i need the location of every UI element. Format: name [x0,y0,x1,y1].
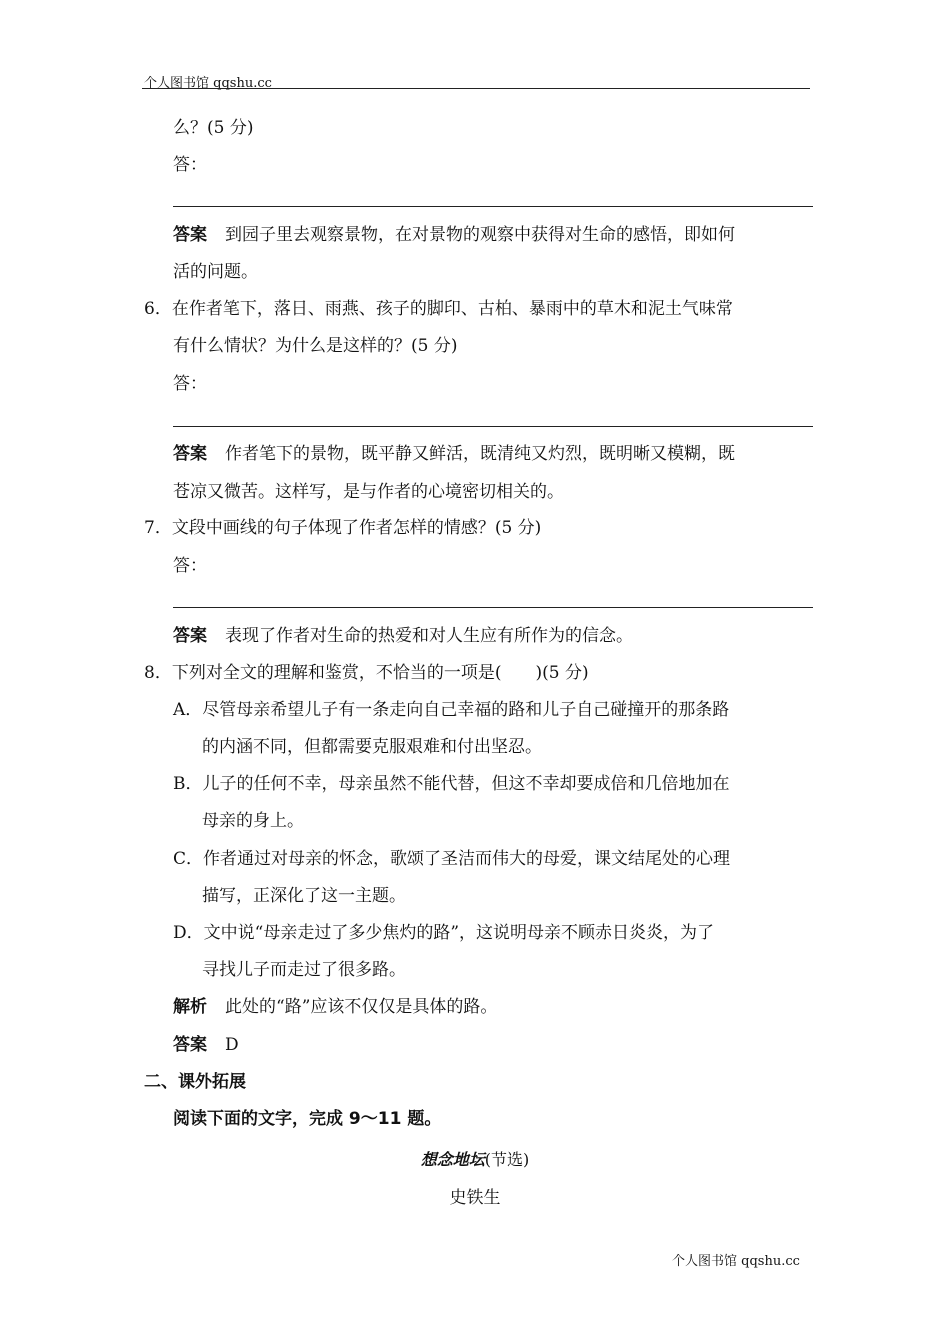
option-b-line2: 母亲的身上。 [202,811,304,831]
analysis-text: 此处的“路”应该不仅仅是具体的路。 [225,997,498,1017]
answer-label: 答案 [173,1035,207,1055]
option-d-line2: 寻找儿子而走过了很多路。 [202,960,406,980]
header-rule [142,88,810,89]
q5-answer-prompt: 答： [173,155,207,175]
question-text: 下列对全文的理解和鉴赏，不恰当的一项是( )(5 分) [171,663,589,683]
q6-answer-line1 [173,443,735,465]
question-number: 7． [144,518,172,538]
q7-line1 [144,517,541,539]
answer-text: 表现了作者对生命的热爱和对人生应有所作为的信念。 [225,626,633,646]
passage-author: 史铁生 [449,1188,501,1208]
option-c-line1: C．作者通过对母亲的怀念，歌颂了圣洁而伟大的母爱，课文结尾处的心理 [173,849,731,869]
q5-answer-line1 [173,224,735,246]
section-heading: 二、课外拓展 [144,1072,246,1092]
page-header: 个人图书馆 qqshu.cc [144,76,272,91]
q5-answer-line2: 活的问题。 [173,262,258,282]
answer-text: 到园子里去观察景物，在对景物的观察中获得对生命的感悟，即如何 [225,225,735,245]
analysis-label: 解析 [173,997,207,1017]
q7-answer-blank [173,607,813,608]
question-text: 文段中画线的句子体现了作者怎样的情感？(5 分) [171,518,542,538]
q6-answer-line2: 苍凉又微苦。这样写，是与作者的心境密切相关的。 [173,482,564,502]
answer-text: D [225,1035,239,1055]
page-footer: 个人图书馆 qqshu.cc [672,1254,800,1269]
question-text: 在作者笔下，落日、雨燕、孩子的脚印、古柏、暴雨中的草木和泥土气味常 [171,299,733,319]
q5-continuation: 么？(5 分) [173,118,254,138]
question-number: 6． [144,299,172,319]
q7-answer-line1 [173,625,633,647]
question-number: 8． [144,663,172,683]
option-c-line2: 描写，正深化了这一主题。 [202,886,406,906]
q8-answer [173,1034,239,1056]
answer-label: 答案 [173,626,207,646]
q6-answer-blank [173,426,813,427]
section-instruction: 阅读下面的文字，完成 9～11 题。 [173,1109,442,1129]
q6-answer-prompt: 答： [173,374,207,394]
q5-answer-blank [173,206,813,207]
passage-title [0,1147,950,1170]
q8-line1 [144,662,589,684]
q8-analysis [173,996,497,1018]
answer-text: 作者笔下的景物，既平静又鲜活，既清纯又灼烈，既明晰又模糊，既 [225,444,735,464]
option-d-line1: D．文中说“母亲走过了多少焦灼的路”，这说明母亲不顾赤日炎炎，为了 [173,923,715,943]
option-a-line1: A．尽管母亲希望儿子有一条走向自己幸福的路和儿子自己碰撞开的那条路 [173,700,730,720]
q6-line1 [144,298,733,320]
passage-title-main: 想念地坛 [420,1150,485,1169]
answer-label: 答案 [173,225,207,245]
q7-answer-prompt: 答： [173,556,207,576]
q6-line2: 有什么情状？为什么是这样的？(5 分) [173,336,458,356]
option-b-line1: B．儿子的任何不幸，母亲虽然不能代替，但这不幸却要成倍和几倍地加在 [173,774,730,794]
option-a-line2: 的内涵不同，但都需要克服艰难和付出坚忍。 [202,737,542,757]
answer-label: 答案 [173,444,207,464]
passage-title-sub: (节选) [484,1150,530,1169]
